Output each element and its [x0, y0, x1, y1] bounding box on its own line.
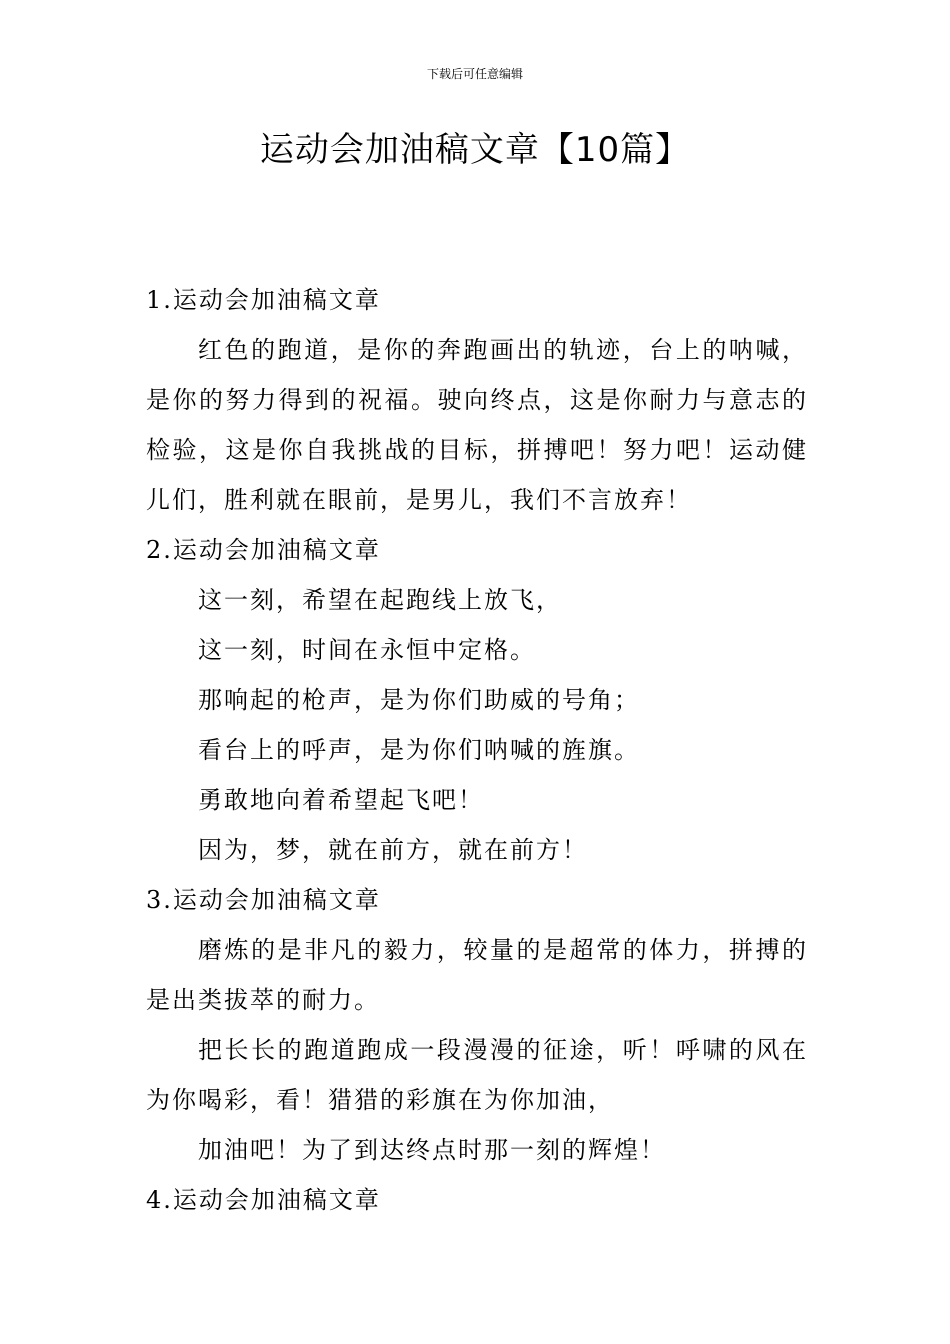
section-2-line-3: 那响起的枪声，是为你们助威的号角； — [198, 686, 640, 714]
section-heading-2: 2.运动会加油稿文章 — [146, 536, 381, 564]
document-body — [146, 275, 808, 1225]
section-3-paragraph-2: 把长长的跑道跑成一段漫漫的征途，听！呼啸的风在为你喝彩，看！猎猎的彩旗在为你加油， — [146, 1036, 808, 1114]
section-heading-4: 4.运动会加油稿文章 — [146, 1186, 381, 1214]
section-2-line-4: 看台上的呼声，是为你们呐喊的旌旗。 — [198, 736, 640, 764]
section-2-line-2: 这一刻，时间在永恒中定格。 — [198, 636, 536, 664]
section-2-line-1: 这一刻，希望在起跑线上放飞， — [198, 586, 562, 614]
header-note: 下载后可任意编辑 — [426, 67, 523, 81]
document-title: 运动会加油稿文章【10篇】 — [259, 130, 691, 170]
section-3-paragraph-1: 磨炼的是非凡的毅力，较量的是超常的体力，拼搏的是出类拔萃的耐力。 — [146, 936, 808, 1014]
section-2-line-5: 勇敢地向着希望起飞吧！ — [198, 786, 484, 814]
section-1-paragraph-1: 红色的跑道，是你的奔跑画出的轨迹，台上的呐喊，是你的努力得到的祝福。驶向终点，这是你耐力与意志的检验，这是你自我挑战的目标，拼搏吧！努力吧！运动健儿们，胜利就在眼前，是男儿，我们不言放弃！ — [146, 336, 808, 514]
section-heading-3: 3.运动会加油稿文章 — [146, 886, 381, 914]
section-2-line-6: 因为，梦，就在前方，就在前方！ — [198, 836, 588, 864]
section-3-paragraph-3: 加油吧！为了到达终点时那一刻的辉煌！ — [198, 1136, 666, 1164]
section-heading-1: 1.运动会加油稿文章 — [146, 286, 381, 314]
